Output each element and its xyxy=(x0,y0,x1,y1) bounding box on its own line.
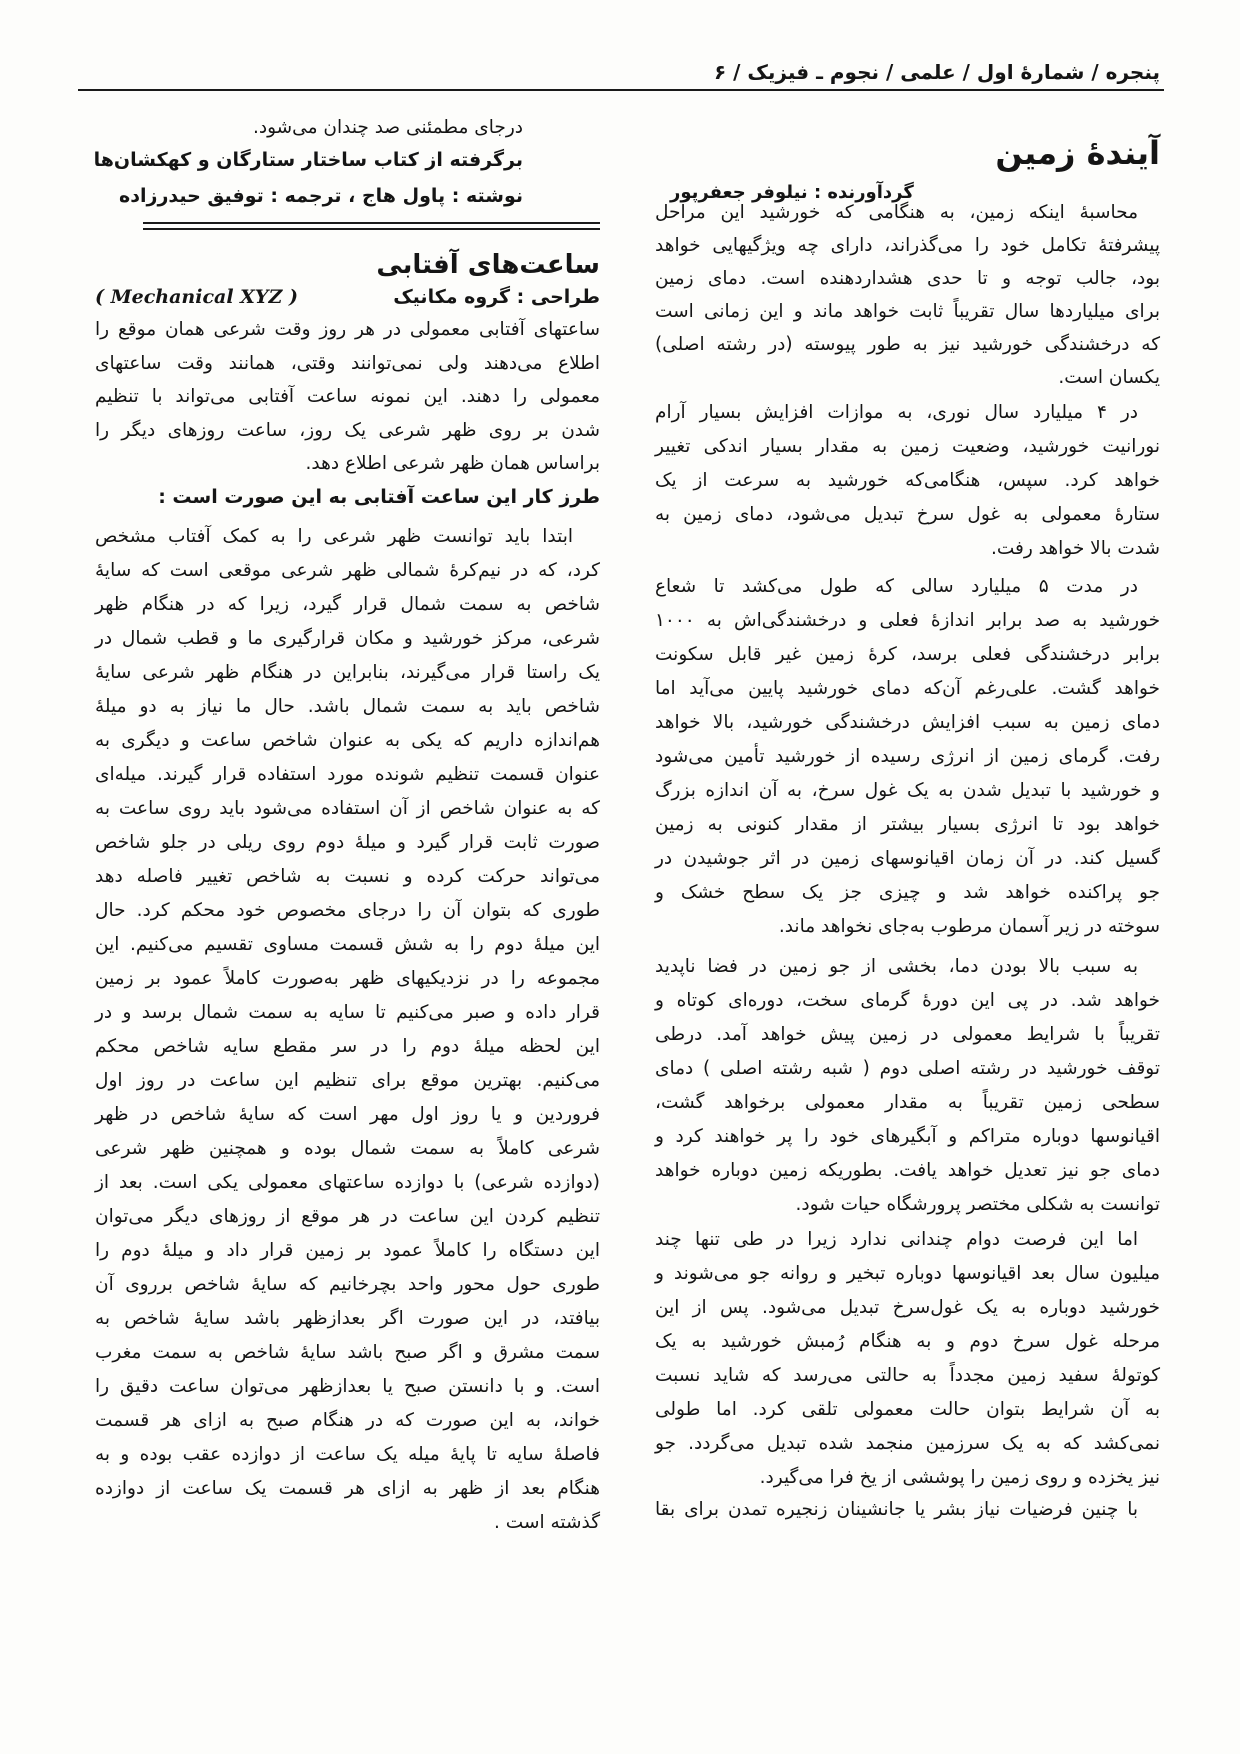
text-line: می‌کنیم. بهترین موقع برای تنظیم این ساعت در روز اول xyxy=(95,1070,600,1091)
text-line: یک راستا قرار می‌گیرند، بنابراین در هنگام ظهر شرعی سایهٔ xyxy=(95,662,600,683)
text-line: توانست به شکلی مختصر پرورشگاه حیات شود. xyxy=(795,1194,1160,1215)
text-line: توقف خورشید در رشته اصلی دوم ( شبه رشته اصلی ) دمای xyxy=(655,1058,1160,1079)
text-line: اطلاع می‌دهند ولی نمی‌توانند وقتی، همانند وقت ساعتهای xyxy=(95,352,600,374)
text-line: است. و با دانستن صبح یا بعدازظهر می‌توان ساعت دقیق را xyxy=(95,1376,600,1397)
text-line: مجموعه را در نزدیکیهای ظهر به‌صورت کاملاً عمود بر زمین xyxy=(95,968,600,989)
paragraph xyxy=(655,950,1160,1222)
article-byline: گردآورنده : نیلوفر جعفرپور xyxy=(670,182,914,203)
design-credit-label: طراحی : گروه مکانیک xyxy=(393,286,600,308)
text-line: در ۴ میلیارد سال نوری، به موازات افزایش بسیار آرام xyxy=(655,402,1138,423)
design-group-name: ( Mechanical XYZ ) xyxy=(95,286,298,308)
text-line: دمای زمین به سبب افزایش درخشندگی خورشید، بالا خواهد xyxy=(655,712,1160,733)
text-line: این میلهٔ دوم را به شش قسمت مساوی تقسیم می‌کنیم. این xyxy=(95,934,600,955)
text-line: پیشرفتهٔ تکامل خود را می‌گذراند، دارای چه ویژگیهایی خواهد xyxy=(655,235,1160,256)
text-line: بود، جالب توجه و تا حدی هشداردهنده است. دمای زمین xyxy=(655,268,1160,289)
text-line: برای میلیاردها سال تقریباً ثابت خواهد ماند و این زمانی است xyxy=(655,301,1160,322)
sundial-intro xyxy=(95,313,600,481)
text-line: میلیون سال بعد اقیانوسها دوباره تبخیر و روانه جو می‌شوند و xyxy=(655,1263,1160,1284)
text-line: ستارهٔ معمولی به غول سرخ تبدیل می‌شود، دمای زمین به xyxy=(655,504,1160,525)
text-line: هم‌اندازه داریم که یکی به عنوان شاخص ساعت و دیگری به xyxy=(95,730,600,751)
text-line: خواهد کرد. سپس، هنگامی‌که خورشید به سرعت از یک xyxy=(655,470,1160,491)
text-line: (دوازده شرعی) با دوازده ساعتهای معمولی یکی است. بعد از xyxy=(95,1172,600,1193)
design-credit xyxy=(95,282,600,312)
text-line: اقیانوسها دوباره متراکم و آبگیرهای خود را پر خواهند کرد و xyxy=(655,1126,1160,1147)
text-line: به آن شرایط بتوان حالت معمولی تلقی کرد. اما طولی xyxy=(655,1399,1160,1420)
paragraph xyxy=(655,396,1160,566)
text-line: سوخته در زیر آسمان مرطوب به‌جای نخواهد ماند. xyxy=(778,916,1160,937)
text-line: نمی‌کشد که به یک سرزمین منجمد شده تبدیل می‌گردد. جو xyxy=(655,1433,1160,1454)
article-source: برگرفته از کتاب ساختار ستارگان و کهکشان‌ها xyxy=(93,149,523,171)
text-line: برابر درخشندگی فعلی برسد، کرهٔ زمین غیر قابل سکونت xyxy=(655,644,1160,665)
future-earth-body xyxy=(655,196,1160,1527)
text-line: خورشید دوباره به یک غول‌سرخ تبدیل می‌شود. پس از این xyxy=(655,1297,1160,1318)
text-line: بیافتد، در این صورت اگر بعدازظهر باشد سایهٔ شاخص به xyxy=(95,1308,600,1329)
paragraph xyxy=(95,313,600,481)
text-line: شرعی کاملاً به سمت شمال بوده و همچنین ظهر شرعی xyxy=(95,1138,600,1159)
text-line: سمت مشرق و اگر صبح باشد سایهٔ شاخص به سمت مغرب xyxy=(95,1342,600,1363)
text-line: و خورشید با تبدیل شدن به یک غول سرخ، به آن اندازه بزرگ xyxy=(655,780,1160,801)
article-title-sundials: ساعت‌های آفتابی xyxy=(376,250,600,280)
text-line: کرد، که در نیم‌کرهٔ شمالی ظهر شرعی موقعی است که سایهٔ xyxy=(95,560,600,581)
article-credits: نوشته : پاول هاج ، ترجمه : توفیق حیدرزاده xyxy=(119,185,523,207)
text-line: تنظیم کردن این ساعت در هر موقع از روزهای دیگر می‌توان xyxy=(95,1206,600,1227)
text-line: خواهد گشت. علی‌رغم آن‌که دمای خورشید پایین می‌آید اما xyxy=(655,678,1160,699)
text-line: فاصلهٔ سایه تا پایهٔ میله یک ساعت از دوازده عقب بوده و به xyxy=(95,1444,600,1465)
text-line: که درخشندگی خورشید نیز به طور پیوسته (در رشته اصلی) xyxy=(655,334,1160,355)
text-line: طوری که بتوان آن را درجای مخصوص خود محکم کرد. حال xyxy=(95,900,600,921)
text-line: یکسان است. xyxy=(1058,367,1160,388)
text-line: براساس همان ظهر شرعی اطلاع دهد. xyxy=(305,453,600,474)
text-line: خواند، به این صورت که در هنگام صبح به ازای هر قسمت xyxy=(95,1410,600,1431)
paragraph xyxy=(655,196,1160,394)
text-line: نورانیت خورشید، وضعیت زمین به مقدار بسیار اندکی تغییر xyxy=(655,436,1160,457)
text-line: قرار داده و صبر می‌کنیم تا سایه به سمت شمال برسد و در xyxy=(95,1002,600,1023)
text-line: محاسبهٔ اینکه زمین، به هنگامی که خورشید این مراحل xyxy=(655,202,1138,223)
text-line: طوری حول محور واحد بچرخانیم که سایهٔ شاخص برروی آن xyxy=(95,1274,600,1295)
text-line: هنگام بعد از ظهر به ازای هر قسمت یک ساعت از دوازده xyxy=(95,1478,600,1499)
article-title-future-earth: آیندهٔ زمین xyxy=(995,134,1160,172)
text-line: شاخص باید به سمت شمال باشد. حال ما نیاز به دو میلهٔ xyxy=(95,696,600,717)
text-line: شدن بر روی ظهر شرعی یک روز، ساعت روزهای دیگر را xyxy=(95,419,600,441)
paragraph xyxy=(655,1493,1160,1527)
text-line: این دستگاه را کاملاً عمود بر زمین قرار داد و میلهٔ دوم را xyxy=(95,1240,600,1261)
text-line: شدت بالا خواهد رفت. xyxy=(990,538,1160,559)
text-line: تقریباً با شرایط معمولی در زمین پیش خواهد آمد. درطی xyxy=(655,1024,1160,1045)
section-subheading: طرز کار این ساعت آفتابی به این صورت است : xyxy=(158,486,600,508)
running-header: پنجره / شمارهٔ اول / علمی / نجوم ـ فیزیک / ۶ xyxy=(713,60,1160,84)
paragraph xyxy=(655,1223,1160,1495)
text-line: دمای جو نیز تعدیل خواهد یافت. بطوریکه زمین دوباره خواهد xyxy=(655,1160,1160,1181)
text-line: گذشته است . xyxy=(494,1512,600,1533)
text-line: ابتدا باید توانست ظهر شرعی را به کمک آفتاب مشخص xyxy=(95,526,573,547)
sundial-body xyxy=(95,520,600,1540)
text-line: می‌تواند حرکت کرده و نسبت به شاخص تغییر فاصله دهد xyxy=(95,866,600,887)
text-line: با چنین فرضیات نیاز بشر یا جانشینان زنجیره تمدن برای بقا xyxy=(655,1499,1138,1520)
text-line: جو پراکنده خواهد شد و چیزی جز یک سطح خشک و xyxy=(655,882,1160,903)
paragraph xyxy=(95,520,600,1540)
text-line: خورشید به صد برابر اندازهٔ فعلی و درخشندگی‌اش به ۱۰۰۰ xyxy=(655,610,1160,631)
text-line: شاخص به سمت شمال قرار گیرد، زیرا که در هنگام ظهر xyxy=(95,594,600,615)
text-line: خواهد بود تا انرژی بسیار بیشتر از مقدار کنونی به زمین xyxy=(655,814,1160,835)
text-line: معمولی را دهند. این نمونه ساعت آفتابی می‌تواند با تنظیم xyxy=(95,386,600,407)
text-line: فروردین و یا روز اول مهر است که سایهٔ شاخص در ظهر xyxy=(95,1104,600,1125)
text-line: اما این فرصت دوام چندانی ندارد زیرا در طی تنها چند xyxy=(655,1229,1138,1250)
text-line: سطحی زمین تقریباً به مقدار معمولی برخواهد گشت، xyxy=(655,1092,1160,1113)
text-line: خواهد شد. در پی این دورهٔ گرمای سخت، دوره‌ای کوتاه و xyxy=(655,990,1160,1011)
text-line: این لحظه میلهٔ دوم را در سر مقطع سایه شاخص محکم xyxy=(95,1036,600,1057)
text-line: مرحله غول سرخ دوم و به هنگام رُمبش خورشید به یک xyxy=(655,1331,1160,1352)
text-line: که به عنوان شاخص از آن استفاده می‌شود باید روی ساعت به xyxy=(95,798,600,819)
text-line: نیز یخزده و روی زمین را پوششی از یخ فرا می‌گیرد. xyxy=(759,1467,1160,1488)
article-continuation-line: درجای مطمئنی صد چندان می‌شود. xyxy=(253,117,523,138)
text-line: رفت. گرمای زمین از انرژی رسیده از خورشید تأمین می‌شود xyxy=(655,746,1160,767)
text-line: کوتولهٔ سفید زمین مجدداً به حالتی می‌رسد که شاید نسبت xyxy=(655,1365,1160,1386)
text-line: شرعی، مرکز خورشید و مکان قرارگیری ما و قطب شمال در xyxy=(95,628,600,649)
text-line: گسیل کند. در آن زمان اقیانوسهای زمین در اثر جوشیدن در xyxy=(655,848,1160,869)
section-divider xyxy=(143,222,600,230)
text-line: ساعتهای آفتابی معمولی در هر روز وقت شرعی همان موقع را xyxy=(95,319,600,340)
header-rule xyxy=(78,89,1164,91)
paragraph xyxy=(655,570,1160,944)
text-line: در مدت ۵ میلیارد سالی که طول می‌کشد تا شعاع xyxy=(655,576,1138,597)
text-line: به سبب بالا بودن دما، بخشی از جو زمین در فضا ناپدید xyxy=(655,956,1138,977)
text-line: صورت ثابت قرار گیرد و میلهٔ دوم روی ریلی در جلو شاخص xyxy=(95,832,600,853)
text-line: عنوان قسمت تنظیم شونده مورد استفاده قرار گیرند. میله‌ای xyxy=(95,764,600,785)
